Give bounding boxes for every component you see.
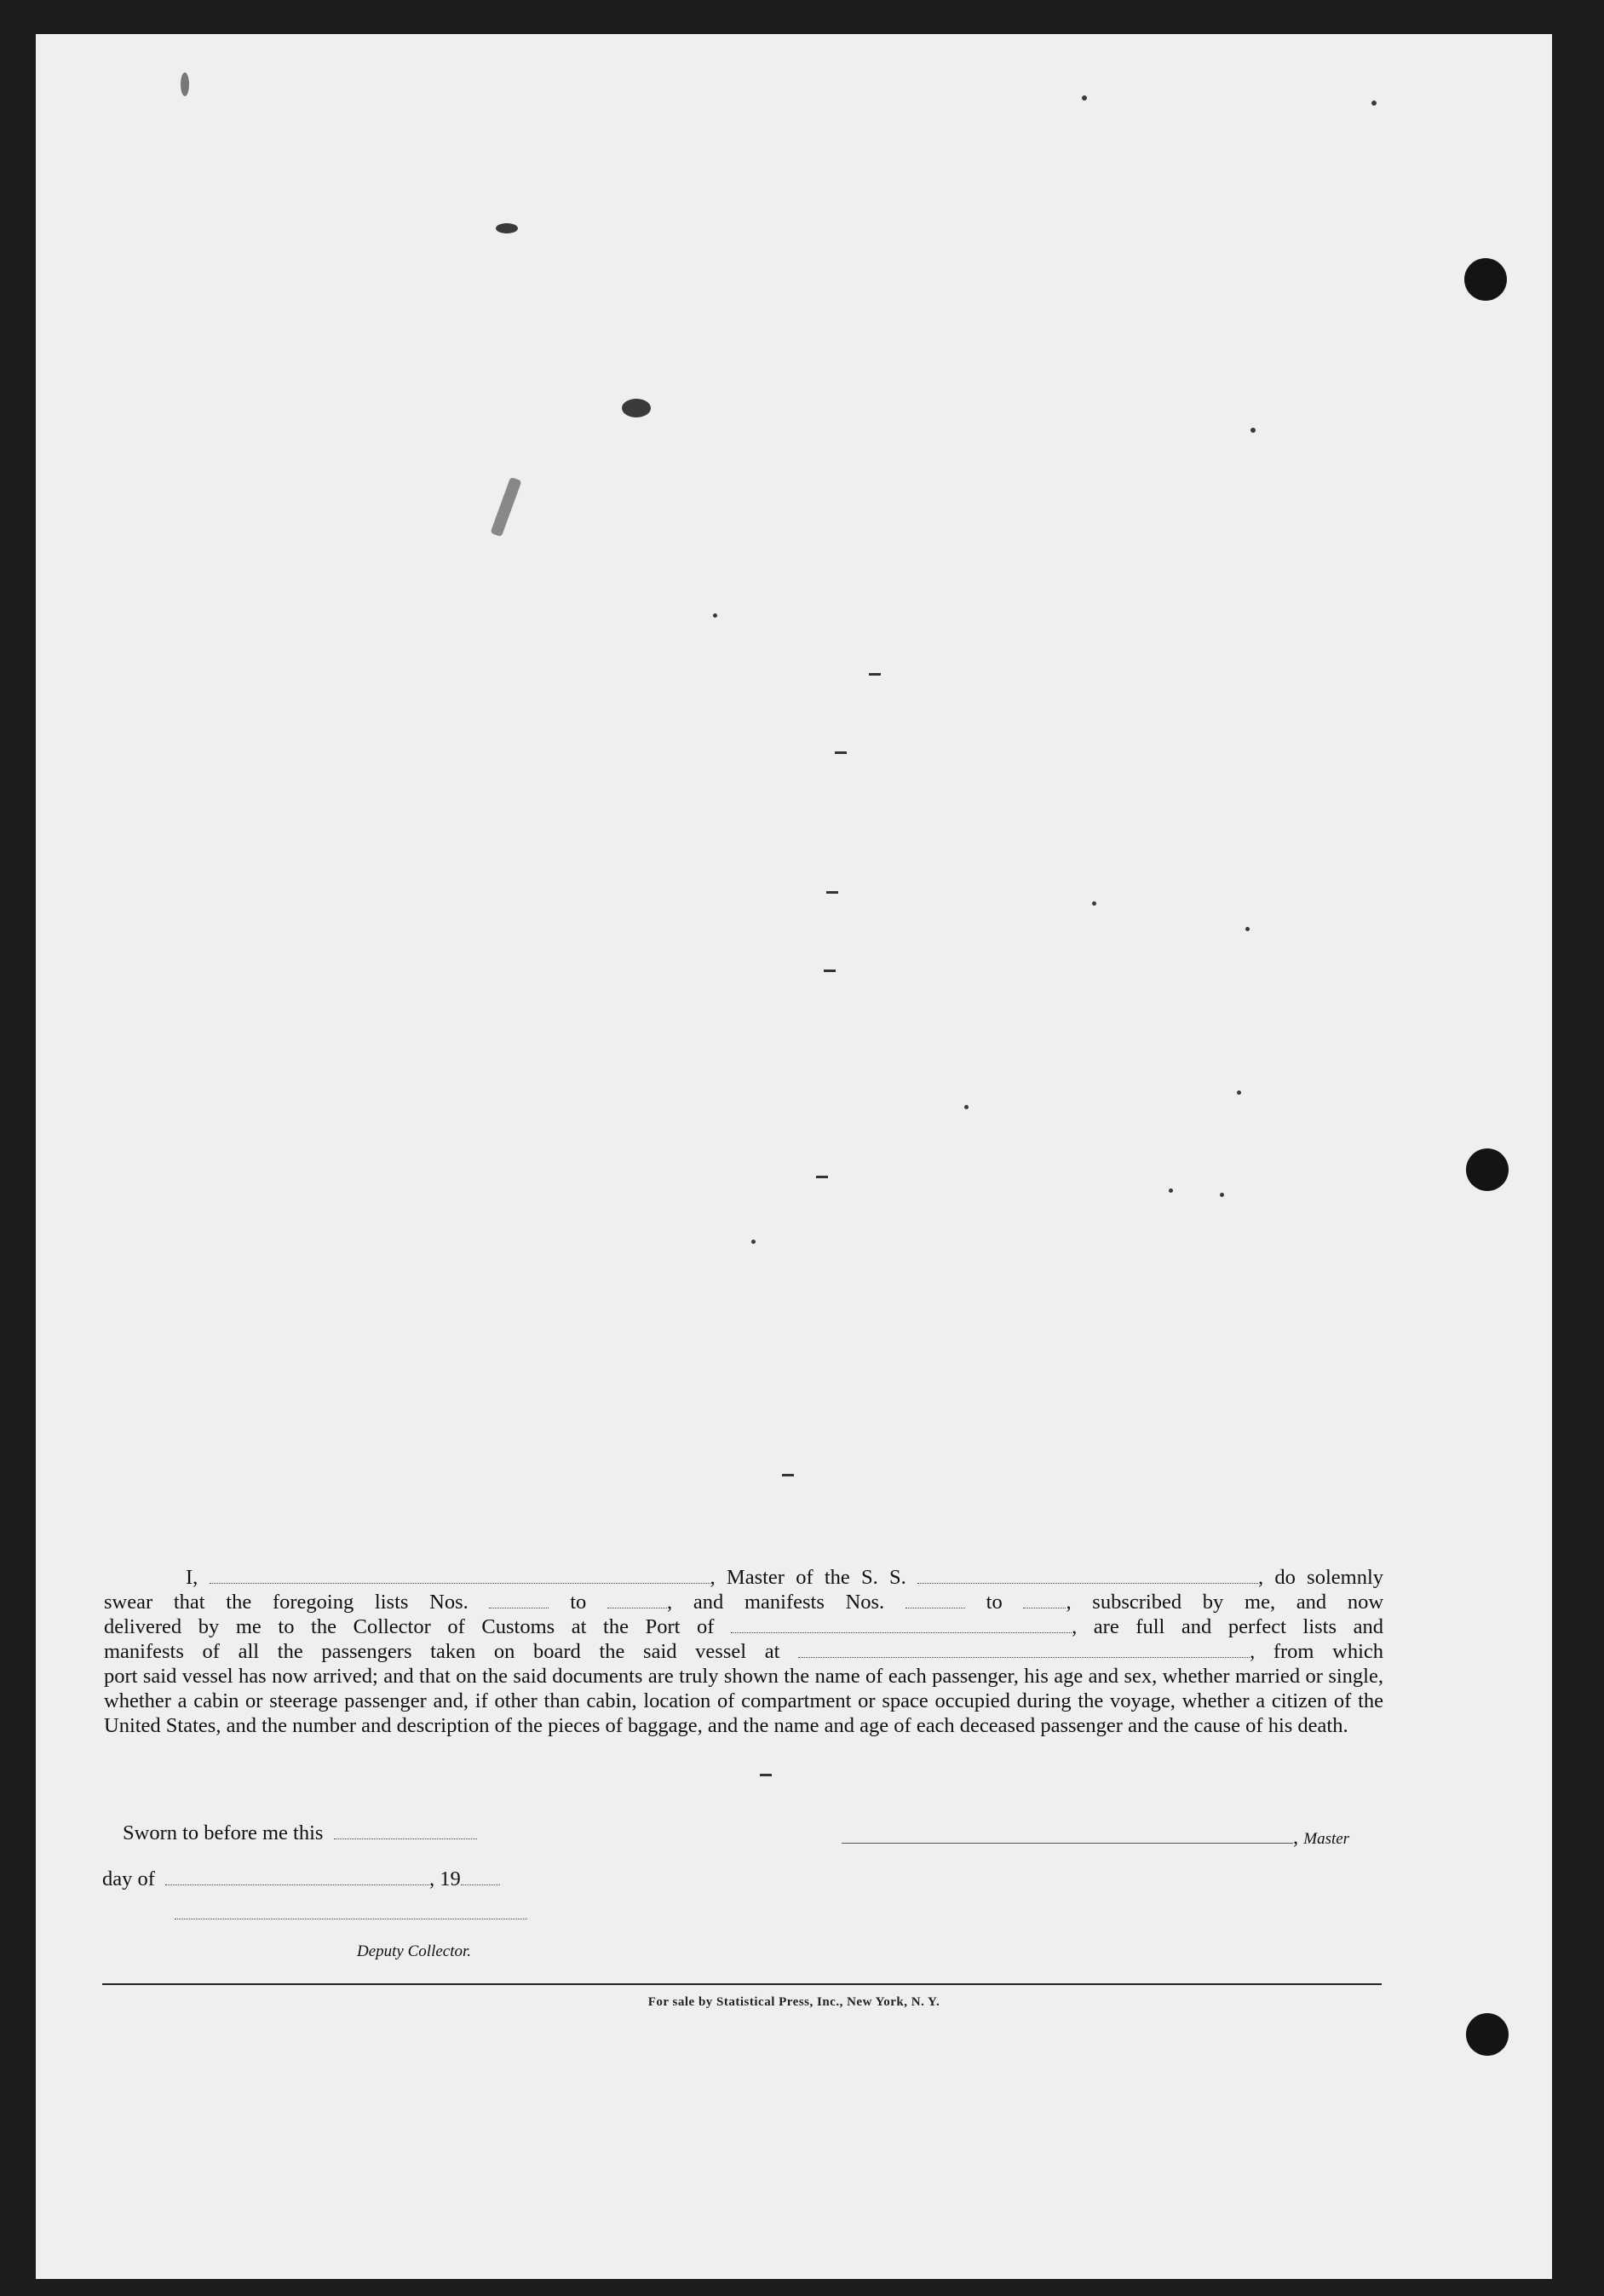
day-of-label: day of	[102, 1867, 155, 1890]
oath-line-3	[104, 1614, 1383, 1639]
manifest-to-blank[interactable]	[1023, 1592, 1066, 1608]
day-of-row	[102, 1867, 500, 1891]
ink-smudge	[490, 477, 521, 538]
oath-text: , from which	[1250, 1640, 1384, 1663]
oath-text: delivered by me to the Collector of Customs at the Port of	[104, 1615, 715, 1638]
deputy-signature-line[interactable]	[175, 1903, 527, 1919]
oath-text: , are full and perfect lists and	[1072, 1615, 1383, 1638]
deputy-row	[175, 1902, 527, 1925]
faint-dash	[826, 891, 838, 894]
year-prefix: , 19	[429, 1867, 461, 1890]
name-blank[interactable]	[210, 1568, 710, 1584]
oath-text: to	[986, 1591, 1003, 1614]
departure-port-blank[interactable]	[798, 1642, 1250, 1658]
ink-dot	[1245, 927, 1250, 931]
ink-dot	[964, 1105, 969, 1109]
oath-line-rest: port said vessel has now arrived; and that on the said documents are truly shown the name of each passenger, his age and sex, whether married or single, whether a cabin or steerage passenger and, if other than cabin, location of compartment or space occupied during the voyage, whether a citizen of the United States, and the number and description of the pieces of baggage, and the name and age of each deceased passenger and the cause of his death.	[104, 1665, 1383, 1737]
ink-dot	[1220, 1193, 1224, 1197]
oath-text: manifests of all the passengers taken on board the said vessel at	[104, 1640, 780, 1663]
ink-dot	[1237, 1090, 1241, 1095]
footer-rule	[102, 1983, 1382, 1985]
faint-dash	[760, 1774, 772, 1776]
master-signature-row: , Master	[842, 1826, 1349, 1850]
master-signature-line[interactable]	[842, 1827, 1293, 1844]
faint-dash	[782, 1474, 794, 1476]
faint-dash	[869, 673, 881, 676]
deputy-caption: Deputy Collector.	[357, 1942, 472, 1960]
month-blank[interactable]	[165, 1869, 429, 1885]
port-blank[interactable]	[731, 1617, 1072, 1633]
faint-dash	[835, 751, 847, 754]
oath-text: , Master of the S. S.	[710, 1566, 906, 1589]
oath-text: , do solemnly	[1258, 1566, 1383, 1589]
master-caption: Master	[1303, 1830, 1350, 1848]
oath-line-4	[104, 1639, 1383, 1664]
ink-dot	[1082, 95, 1087, 101]
oath-text: I,	[186, 1566, 198, 1589]
ink-dot	[751, 1240, 756, 1244]
faint-dash	[824, 970, 836, 972]
list-from-blank[interactable]	[489, 1592, 549, 1608]
oath-text: swear that the foregoing lists Nos.	[104, 1591, 469, 1614]
ink-dot	[1092, 901, 1096, 906]
oath-line-1	[104, 1565, 1383, 1590]
binder-hole-bottom	[1466, 2013, 1509, 2056]
sworn-row	[123, 1821, 477, 1845]
ink-dot	[713, 613, 717, 618]
oath-text: to	[570, 1591, 587, 1614]
oath-text: , subscribed by me, and now	[1066, 1591, 1384, 1614]
ink-smudge	[622, 399, 651, 417]
faint-dash	[816, 1176, 828, 1178]
vessel-blank[interactable]	[917, 1568, 1258, 1584]
ink-smudge	[181, 72, 189, 96]
binder-hole-top	[1464, 258, 1507, 301]
footer-imprint: For sale by Statistical Press, Inc., New York, N. Y.	[647, 1995, 940, 2009]
oath-line-2	[104, 1590, 1383, 1614]
sworn-label: Sworn to before me this	[123, 1821, 324, 1844]
binder-hole-middle	[1466, 1148, 1509, 1191]
ink-dot	[1250, 428, 1256, 433]
year-blank[interactable]	[461, 1869, 500, 1885]
ink-dot	[1169, 1188, 1173, 1193]
form-sheet	[36, 34, 1552, 2279]
oath-paragraph	[104, 1565, 1383, 1738]
manifest-from-blank[interactable]	[905, 1592, 965, 1608]
oath-text: , and manifests Nos.	[667, 1591, 885, 1614]
sworn-date-blank[interactable]	[334, 1823, 477, 1839]
list-to-blank[interactable]	[607, 1592, 667, 1608]
ink-dot	[1371, 101, 1377, 106]
ink-smudge	[496, 223, 518, 233]
